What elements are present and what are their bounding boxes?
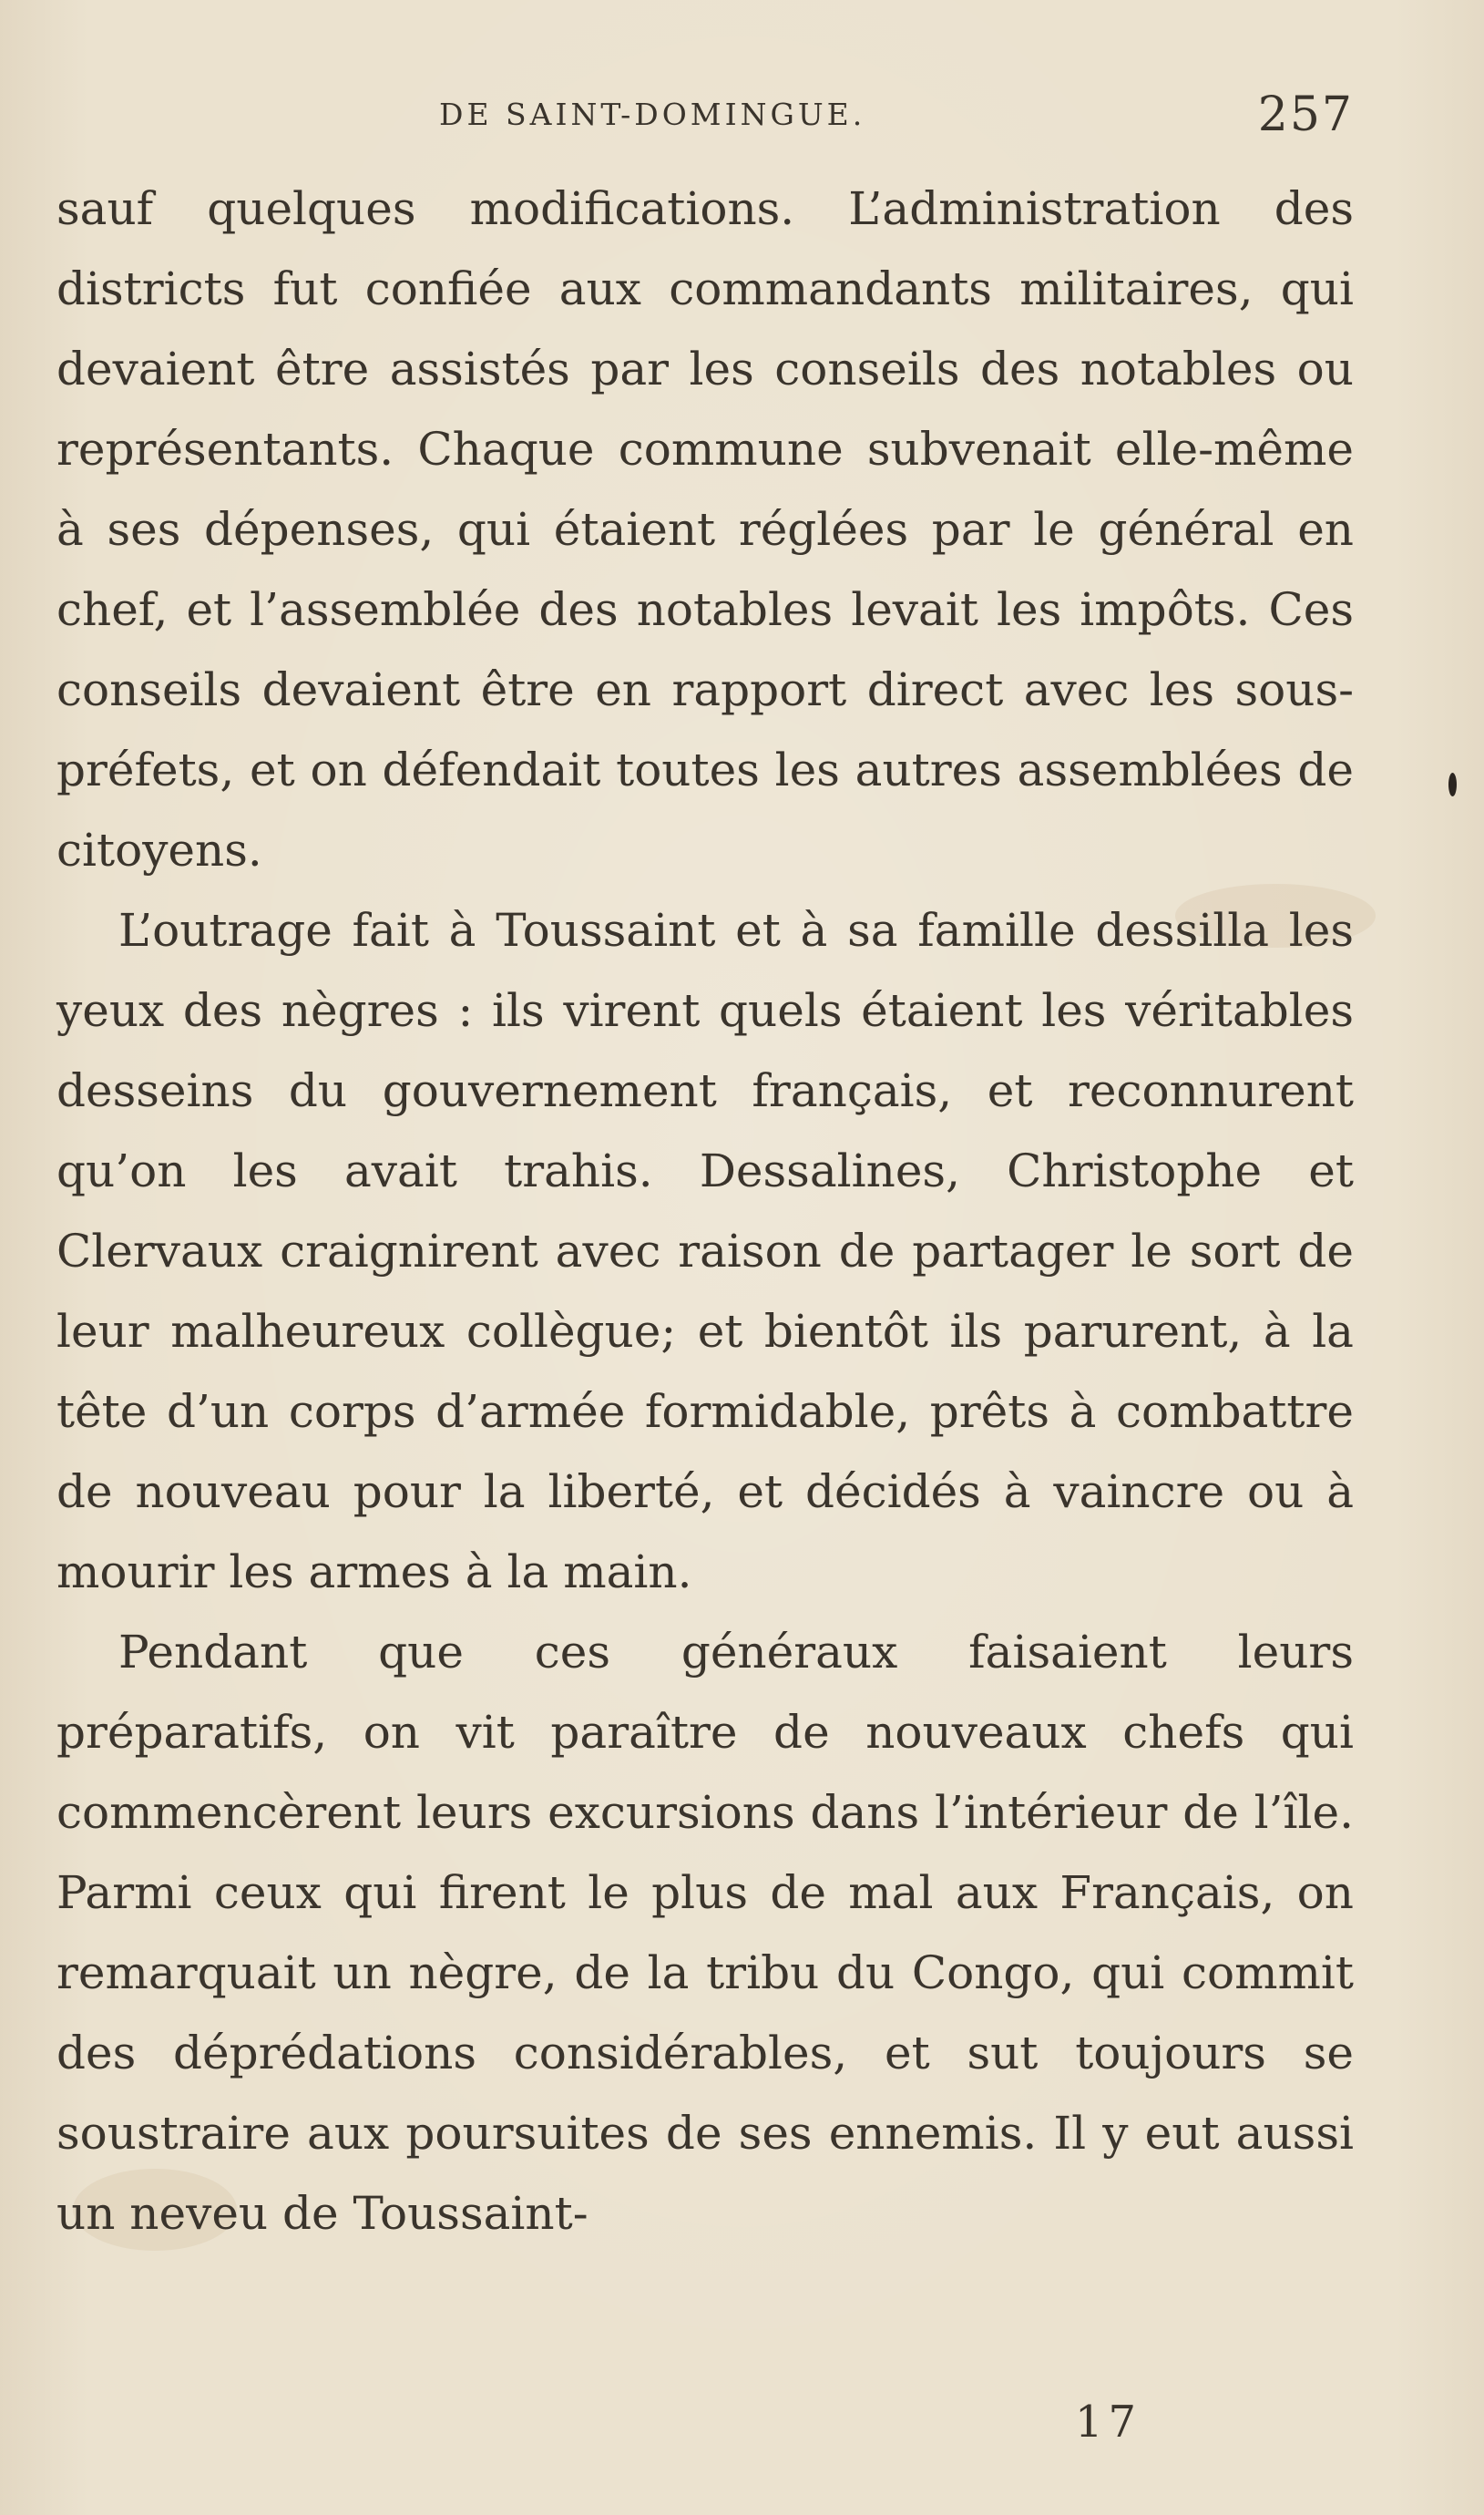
signature-mark: 17 (1075, 2397, 1142, 2448)
page-number: 257 (1257, 87, 1354, 142)
page-header (56, 87, 1354, 151)
running-head: DE SAINT-DOMINGUE. (439, 97, 866, 132)
paragraph-1: sauf quelques modifications. L’administration des districts fut confiée aux commandants militaires, qui devaient être assistés par les conseils des notables ou représentants. Chaque commune subvenait elle-même à ses dépenses, qui étaient réglées par le général en chef, et l’assemblée des notables levait les impôts. Ces conseils devaient être en rapport direct avec les sous-préfets, et on défendait toutes les autres assemblées de citoyens. (56, 182, 1354, 877)
paragraph-3: Pendant que ces généraux faisaient leurs préparatifs, on vit paraître de nouveaux chefs qui commencèrent leurs excursions dans l’intérieur de l’île. Parmi ceux qui firent le plus de mal aux Français, on remarquait un nègre, de la tribu du Congo, qui commit des déprédations considérables, et sut toujours se soustraire aux poursuites de ses ennemis. Il y eut aussi un neveu de Toussaint- (56, 1626, 1354, 2240)
paragraph-2: L’outrage fait à Toussaint et à sa famille dessilla les yeux des nègres : ils virent quels étaient les véritables desseins du gouvernement français, et reconnurent qu’on les avait trahis. Dessalines, Christophe et Clervaux craignirent avec raison de partager le sort de leur malheureux collègue; et bientôt ils parurent, à la tête d’un corps d’armée formidable, prêts à combattre de nouveau pour la liberté, et décidés à vaincre ou à mourir les armes à la main. (56, 904, 1354, 1598)
ink-blot (1448, 773, 1457, 796)
page-body (56, 169, 1354, 2253)
